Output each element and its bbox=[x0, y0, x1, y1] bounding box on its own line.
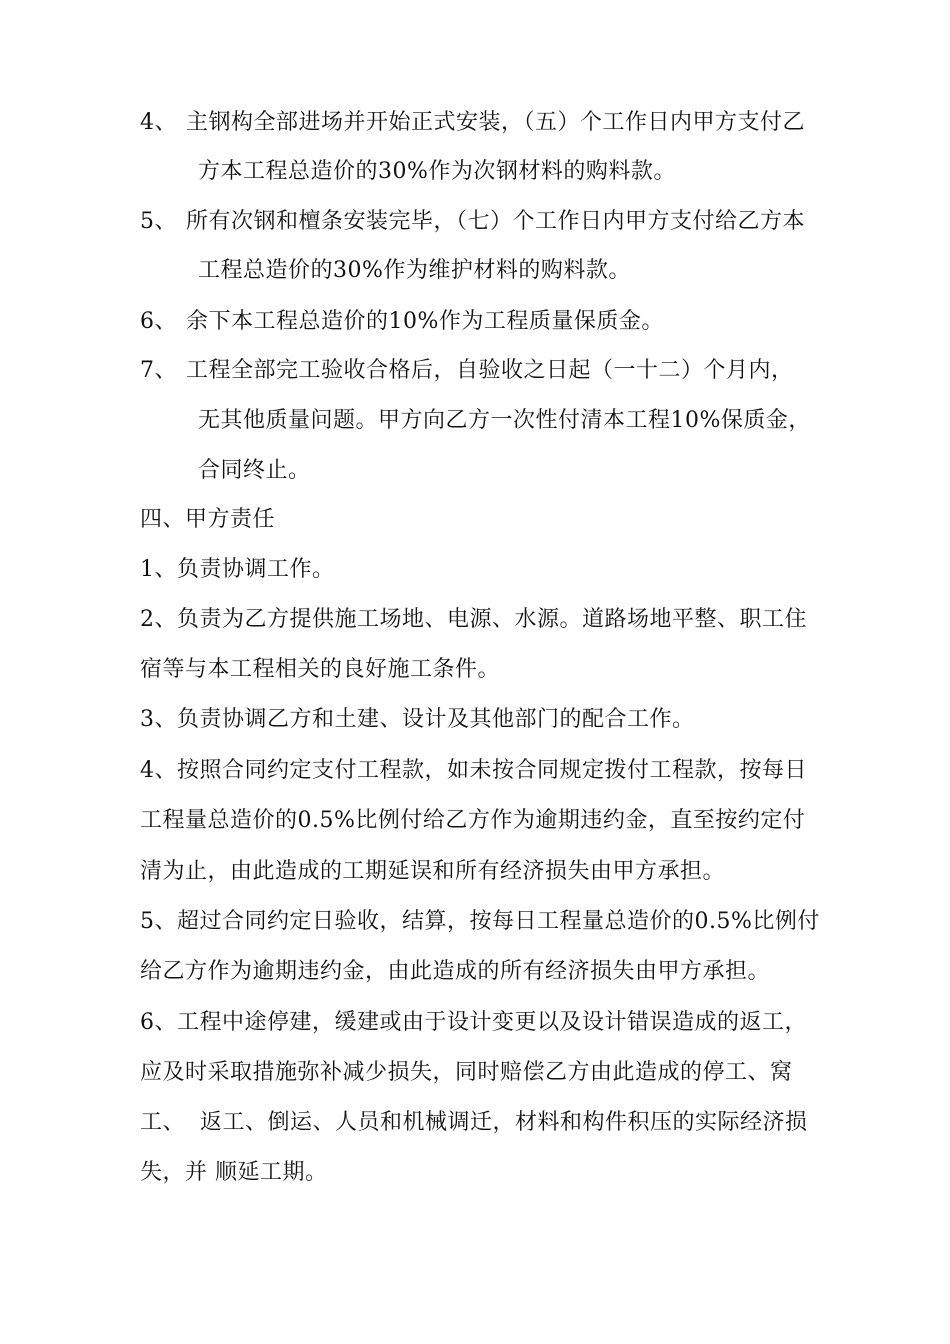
section-heading-text: 四、甲方责任 bbox=[140, 507, 276, 532]
duty-text: 工、 返工、倒运、人员和机械调迁，材料和构件积压的实际经济损 bbox=[140, 1110, 808, 1135]
item-text: 工程总造价的30%作为维护材料的购料款。 bbox=[198, 258, 631, 283]
duty-text: 工程量总造价的0.5%比例付给乙方作为逾期违约金，直至按约定付 bbox=[140, 808, 806, 833]
item-text: 所有次钢和檀条安装完毕，（七）个工作日内甲方支付给乙方本 bbox=[186, 209, 806, 234]
duty-text: 宿等与本工程相关的良好施工条件。 bbox=[140, 657, 501, 682]
item-number: 4、 bbox=[140, 110, 177, 135]
item-number: 7、 bbox=[140, 358, 177, 383]
item-text: 无其他质量问题。甲方向乙方一次性付清本工程10%保质金， bbox=[198, 408, 811, 433]
duty-text: 5、超过合同约定日验收，结算，按每日工程量总造价的0.5%比例付 bbox=[140, 909, 820, 934]
duty-text: 失，并 顺延工期。 bbox=[140, 1160, 328, 1185]
duty-text: 给乙方作为逾期违约金，由此造成的所有经济损失由甲方承担。 bbox=[140, 959, 771, 984]
duty-text: 应及时采取措施弥补减少损失，同时赔偿乙方由此造成的停工、窝 bbox=[140, 1060, 793, 1085]
item-text: 合同终止。 bbox=[198, 458, 311, 483]
duty-text: 6、工程中途停建，缓建或由于设计变更以及设计错误造成的返工， bbox=[140, 1010, 807, 1035]
duty-text: 1、负责协调工作。 bbox=[140, 557, 335, 582]
item-text: 余下本工程总造价的10%作为工程质量保质金。 bbox=[186, 309, 664, 334]
item-number: 5、 bbox=[140, 209, 177, 234]
duty-text: 2、负责为乙方提供施工场地、电源、水源。道路场地平整、职工住 bbox=[140, 607, 807, 632]
duty-text: 3、负责协调乙方和土建、设计及其他部门的配合工作。 bbox=[140, 707, 695, 732]
duty-text: 4、按照合同约定支付工程款，如未按合同规定拨付工程款，按每日 bbox=[140, 758, 807, 783]
item-text: 主钢构全部进场并开始正式安装，（五）个工作日内甲方支付乙 bbox=[186, 110, 806, 135]
item-text: 方本工程总造价的30%作为次钢材料的购料款。 bbox=[198, 159, 676, 184]
duty-text: 清为止，由此造成的工期延误和所有经济损失由甲方承担。 bbox=[140, 859, 726, 884]
item-text: 工程全部完工验收合格后，自验收之日起（一十二）个月内， bbox=[186, 358, 794, 383]
item-number: 6、 bbox=[140, 309, 177, 334]
